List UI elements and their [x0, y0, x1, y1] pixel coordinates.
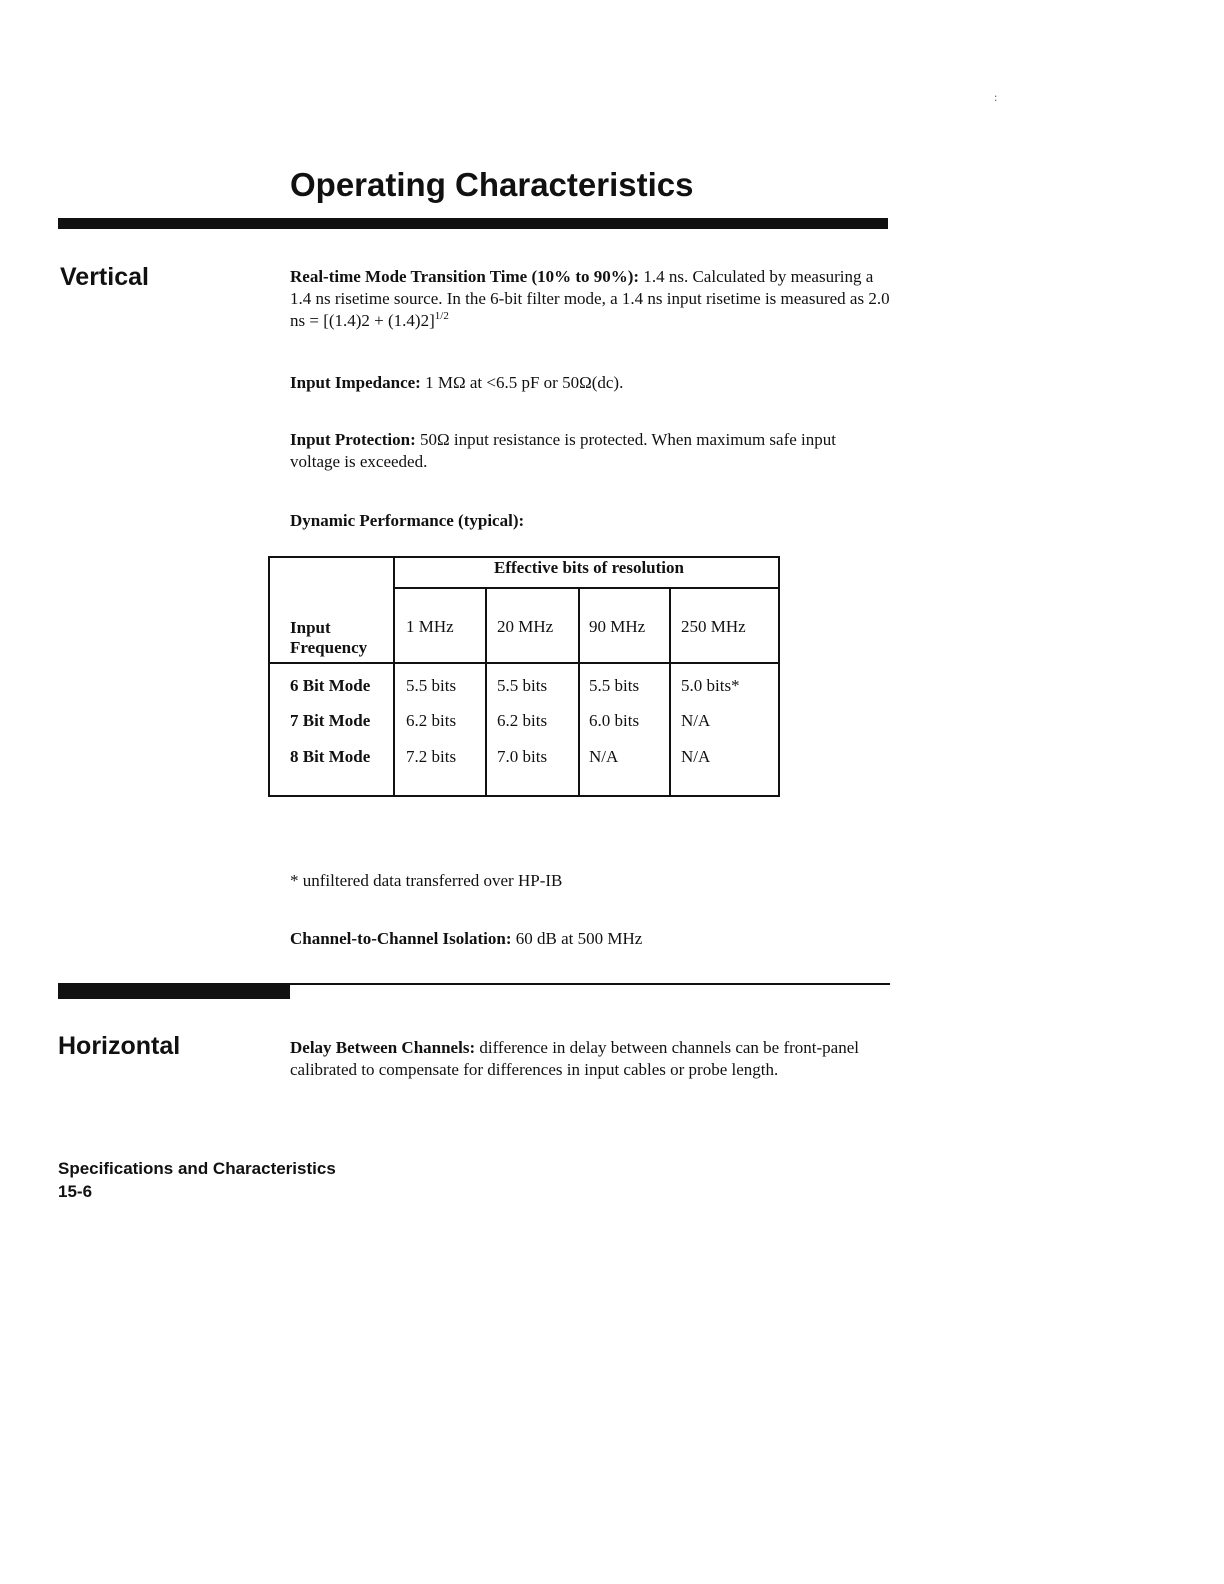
table-divider [485, 589, 487, 795]
dynamic-performance-paragraph [290, 510, 890, 532]
protection-text: 50Ω input resistance is protected. When maximum safe input voltage is exceeded. [290, 430, 836, 471]
realtime-label: Real-time Mode Transition Time (10% to 90%): [290, 267, 640, 286]
table-divider [393, 587, 778, 589]
table-row-mode: 8 Bit Mode [290, 747, 371, 766]
table-row-mode: 6 Bit Mode [290, 676, 371, 695]
table-cell: N/A [681, 711, 711, 730]
delay-label: Delay Between Channels: [290, 1038, 476, 1057]
dynamic-performance-table [268, 556, 780, 797]
table-cell: 5.5 bits [497, 676, 548, 695]
table-cell: 6.0 bits [589, 711, 640, 730]
table-cell: 5.5 bits [589, 676, 640, 695]
dynamic-label: Dynamic Performance (typical): [290, 511, 525, 530]
table-cell: 7.0 bits [497, 747, 548, 766]
section-heading-vertical: Vertical [60, 263, 149, 291]
table-cell: 6.2 bits [497, 711, 548, 730]
table-divider [270, 662, 778, 664]
table-group-header: Effective bits of resolution [494, 558, 684, 577]
table-column-header: 1 MHz [406, 617, 454, 636]
table-divider [393, 558, 395, 795]
realtime-superscript: 1/2 [434, 310, 449, 322]
section-heading-horizontal: Horizontal [58, 1032, 181, 1060]
input-protection-paragraph [290, 429, 890, 473]
table-cell: N/A [681, 747, 711, 766]
table-column-header: 20 MHz [497, 617, 554, 636]
table-cell: N/A [589, 747, 619, 766]
margin-mark: : [994, 90, 998, 104]
isolation-label: Channel-to-Channel Isolation: [290, 929, 512, 948]
table-cell: 7.2 bits [406, 747, 457, 766]
table-column-header: 250 MHz [681, 617, 746, 636]
impedance-label: Input Impedance: [290, 373, 421, 392]
table-divider [669, 589, 671, 795]
table-column-header: 90 MHz [589, 617, 646, 636]
header-rule [58, 218, 888, 229]
table-footnote: * unfiltered data transferred over HP-IB [290, 871, 563, 890]
table-row-mode: 7 Bit Mode [290, 711, 371, 730]
protection-label: Input Protection: [290, 430, 416, 449]
delay-text: difference in delay between channels can be front-panel calibrated to compensate for differences in input cables or probe length. [290, 1038, 859, 1079]
page-title: Operating Characteristics [290, 166, 694, 203]
impedance-text: 1 MΩ at <6.5 pF or 50Ω(dc). [420, 373, 624, 392]
input-impedance-paragraph [290, 372, 890, 394]
table-row-header-label: Input Frequency [290, 618, 368, 657]
table-divider [578, 589, 580, 795]
table-cell: 5.0 bits* [681, 676, 740, 695]
isolation-paragraph [290, 928, 890, 950]
section-rule-bar [58, 985, 290, 999]
realtime-transition-paragraph [290, 266, 890, 332]
isolation-text: 60 dB at 500 MHz [511, 929, 643, 948]
footer-section-title: Specifications and Characteristics [58, 1159, 336, 1178]
realtime-text: 1.4 ns. Calculated by measuring a 1.4 ns risetime source. In the 6-bit filter mode, a 1.4 ns input risetime is measured as 2.0 ns = [(1.4)2 + (1.4)2] [290, 267, 890, 330]
table-cell: 6.2 bits [406, 711, 457, 730]
footer-page-number: 15-6 [58, 1182, 93, 1201]
delay-between-channels-paragraph [290, 1037, 890, 1081]
table-cell: 5.5 bits [406, 676, 457, 695]
